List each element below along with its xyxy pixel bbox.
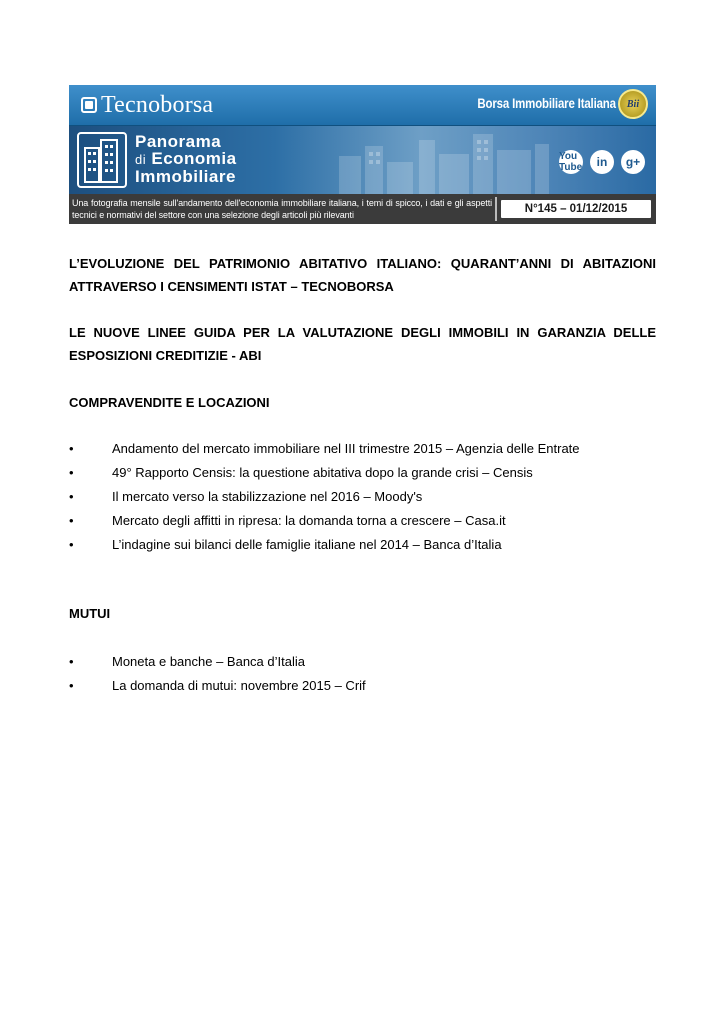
- list-item[interactable]: [69, 537, 656, 561]
- linkedin-icon[interactable]: in: [590, 150, 614, 174]
- mutui-list: [69, 654, 656, 702]
- headline-linee-guida-abi[interactable]: LE NUOVE LINEE GUIDA PER LA VALUTAZIONE DEGLI IMMOBILI IN GARANZIA DELLE ESPOSIZIONI CREDITIZIE - ABI: [69, 325, 656, 363]
- bullet: •: [69, 537, 74, 552]
- list-item-text: L’indagine sui bilanci delle famiglie italiane nel 2014 – Banca d’Italia: [112, 537, 502, 552]
- compravendite-list: [69, 441, 656, 561]
- list-item[interactable]: [69, 654, 656, 678]
- list-item-text: Andamento del mercato immobiliare nel III trimestre 2015 – Agenzia delle Entrate: [112, 441, 580, 456]
- bullet: •: [69, 465, 74, 480]
- title-line-economia: Economia: [151, 149, 237, 168]
- bullet: •: [69, 678, 74, 693]
- tecnoborsa-logo-text: Tecnoborsa: [101, 91, 214, 118]
- title-line-immobiliare: Immobiliare: [135, 167, 236, 186]
- building-icon: [77, 132, 127, 188]
- list-item[interactable]: [69, 513, 656, 537]
- bullet: •: [69, 513, 74, 528]
- list-item-text: Moneta e banche – Banca d’Italia: [112, 654, 305, 669]
- tecnoborsa-logo-icon: [81, 97, 97, 113]
- list-item[interactable]: [69, 489, 656, 513]
- headline-patrimonio-abitativo[interactable]: L’EVOLUZIONE DEL PATRIMONIO ABITATIVO ITALIANO: QUARANT’ANNI DI ABITAZIONI ATTRAVERSO I CENSIMENTI ISTAT – TECNOBORSA: [69, 256, 656, 294]
- youtube-icon[interactable]: You Tube: [559, 151, 583, 173]
- bullet: •: [69, 489, 74, 504]
- list-item-text: La domanda di mutui: novembre 2015 – Crif: [112, 678, 366, 693]
- banner-top-bar: [69, 85, 656, 126]
- google-plus-icon[interactable]: g+: [621, 150, 645, 174]
- tecnoborsa-logo: [81, 92, 213, 118]
- issue-number-date: N°145 – 01/12/2015: [501, 200, 651, 218]
- list-item-text: Il mercato verso la stabilizzazione nel 2016 – Moody's: [112, 489, 423, 504]
- section-title-compravendite: COMPRAVENDITE E LOCAZIONI: [69, 395, 270, 410]
- banner-tagline-bar: [69, 194, 656, 224]
- newsletter-banner: [69, 85, 656, 224]
- newsletter-title: [135, 133, 237, 185]
- bullet: •: [69, 654, 74, 669]
- title-di: di: [135, 152, 147, 167]
- title-line-panorama: Panorama: [135, 132, 222, 151]
- bullet: •: [69, 441, 74, 456]
- list-item-text: 49° Rapporto Censis: la questione abitativa dopo la grande crisi – Censis: [112, 465, 533, 480]
- list-item-text: Mercato degli affitti in ripresa: la domanda torna a crescere – Casa.it: [112, 513, 506, 528]
- borsa-immobiliare-logo: Borsa Immobiliare Italiana: [477, 96, 616, 111]
- newsletter-tagline: Una fotografia mensile sull'andamento dell'economia immobiliare italiana, i temi di spicco, i dati e gli aspetti tecnici e normativi del settore con una selezione degli articoli più rilevanti: [72, 198, 492, 220]
- list-item[interactable]: [69, 678, 656, 702]
- bii-seal-icon: Bii: [618, 89, 648, 119]
- list-item[interactable]: [69, 465, 656, 489]
- section-title-mutui: MUTUI: [69, 606, 111, 621]
- banner-title-area: [69, 126, 656, 194]
- tagline-divider: [495, 197, 497, 221]
- list-item[interactable]: [69, 441, 656, 465]
